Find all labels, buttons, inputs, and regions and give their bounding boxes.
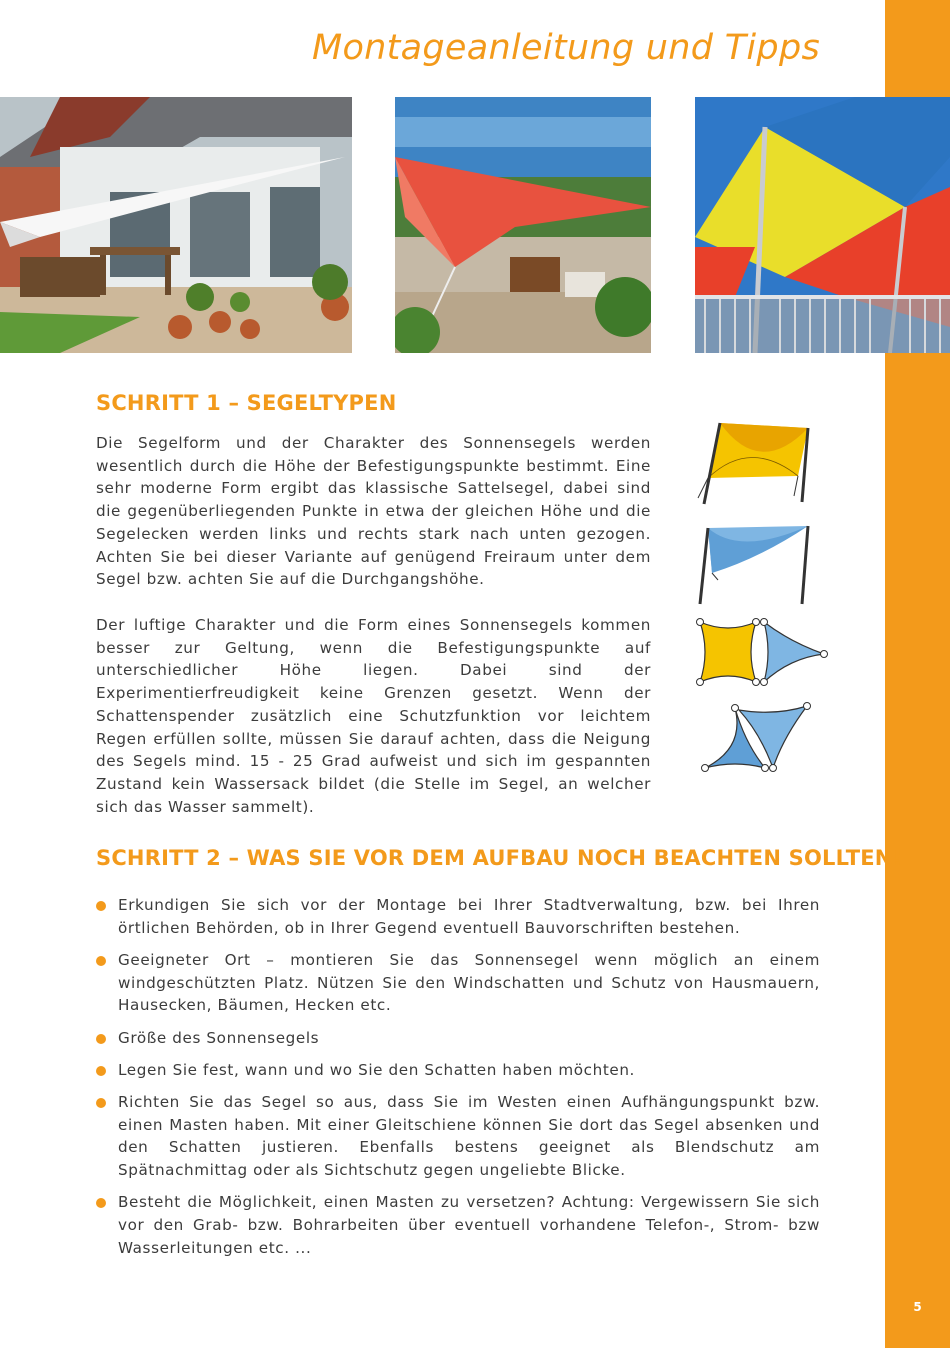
- section-1-heading: SCHRITT 1 – SEGELTYPEN: [96, 391, 397, 415]
- square-and-triangle-sail-diagram: [690, 612, 830, 692]
- section-2-heading: SCHRITT 2 – WAS SIE VOR DEM AUFBAU NOCH BEACHTEN SOLLTEN!: [96, 846, 903, 870]
- bullet-item: Größe des Sonnensegels: [96, 1027, 820, 1050]
- bullet-item: Legen Sie fest, wann und wo Sie den Schatten haben möchten.: [96, 1059, 820, 1082]
- triangle-sail-diagram: [690, 518, 820, 606]
- section-1-paragraph-1: Die Segelform und der Charakter des Sonnensegels werden wesentlich durch die Höhe der Befestigungspunkte bestimmt. Eine sehr moderne Form ergibt das klassische Sattelsegel, dabei sind die gegenüberliegenden Punkte in etwa der gleichen Höhe und die Segelecken werden links und rechts stark nach unten gezogen. Achten Sie bei dieser Variante auf genügend Freiraum unter dem Segel bzw. achten Sie auf die Durchgangshöhe.: [96, 434, 651, 589]
- photo-lake-terrace: [395, 97, 651, 353]
- page-title: Montageanleitung und Tipps: [311, 28, 820, 68]
- bullet-item: Besteht die Möglichkeit, einen Masten zu versetzen? Achtung: Vergewissern Sie sich vor den Grab- bzw. Bohrarbeiten über eventuell vorhandene Telefon-, Strom- bzw Wasserleitungen etc. ...: [96, 1191, 820, 1259]
- photo-balcony-sails: [695, 97, 950, 353]
- bullet-item: Geeigneter Ort – montieren Sie das Sonnensegel wenn möglich an einem windgeschützten Platz. Nützen Sie den Windschatten und Schutz von Hausmauern, Hausecken, Bäumen, Hecken etc.: [96, 949, 820, 1017]
- saddle-sail-diagram: [690, 418, 820, 508]
- photo-house-terrace: [0, 97, 352, 353]
- section-1-paragraph-2: Der luftige Charakter und die Form eines Sonnensegels kommen besser zur Geltung, wenn die Befestigungspunkte auf unterschiedlicher Höhe liegen. Dabei sind der Experimentierfreudigkeit keine Grenzen gesetzt. Wenn der Schattenspender zusätzlich eine Schutzfunktion vor leichtem Regen erfüllen sollte, müssen Sie darauf achten, dass die Neigung des Segels mind. 15 - 25 Grad aufweist und sich im gespannten Zustand kein Wassersack bildet (die Stelle im Segel, an welcher sich das Wasser sammelt).: [96, 616, 651, 816]
- page-number: 5: [913, 1300, 922, 1314]
- double-triangle-sail-diagram: [695, 698, 820, 778]
- bullet-item: Erkundigen Sie sich vor der Montage bei Ihrer Stadtverwaltung, bzw. bei Ihren örtlichen Behörden, ob in Ihrer Gegend eventuell Bauvorschriften bestehen.: [96, 894, 820, 939]
- section-2-bullet-list: [96, 894, 820, 1269]
- bullet-item: Richten Sie das Segel so aus, dass Sie im Westen einen Aufhängungspunkt bzw. einen Masten haben. Mit einer Gleitschiene können Sie dort das Segel absenken und den Schatten justieren. Ebenfalls bestens geeignet als Blendschutz am Spätnachmittag oder als Sichtschutz gegen ungeliebte Blicke.: [96, 1091, 820, 1182]
